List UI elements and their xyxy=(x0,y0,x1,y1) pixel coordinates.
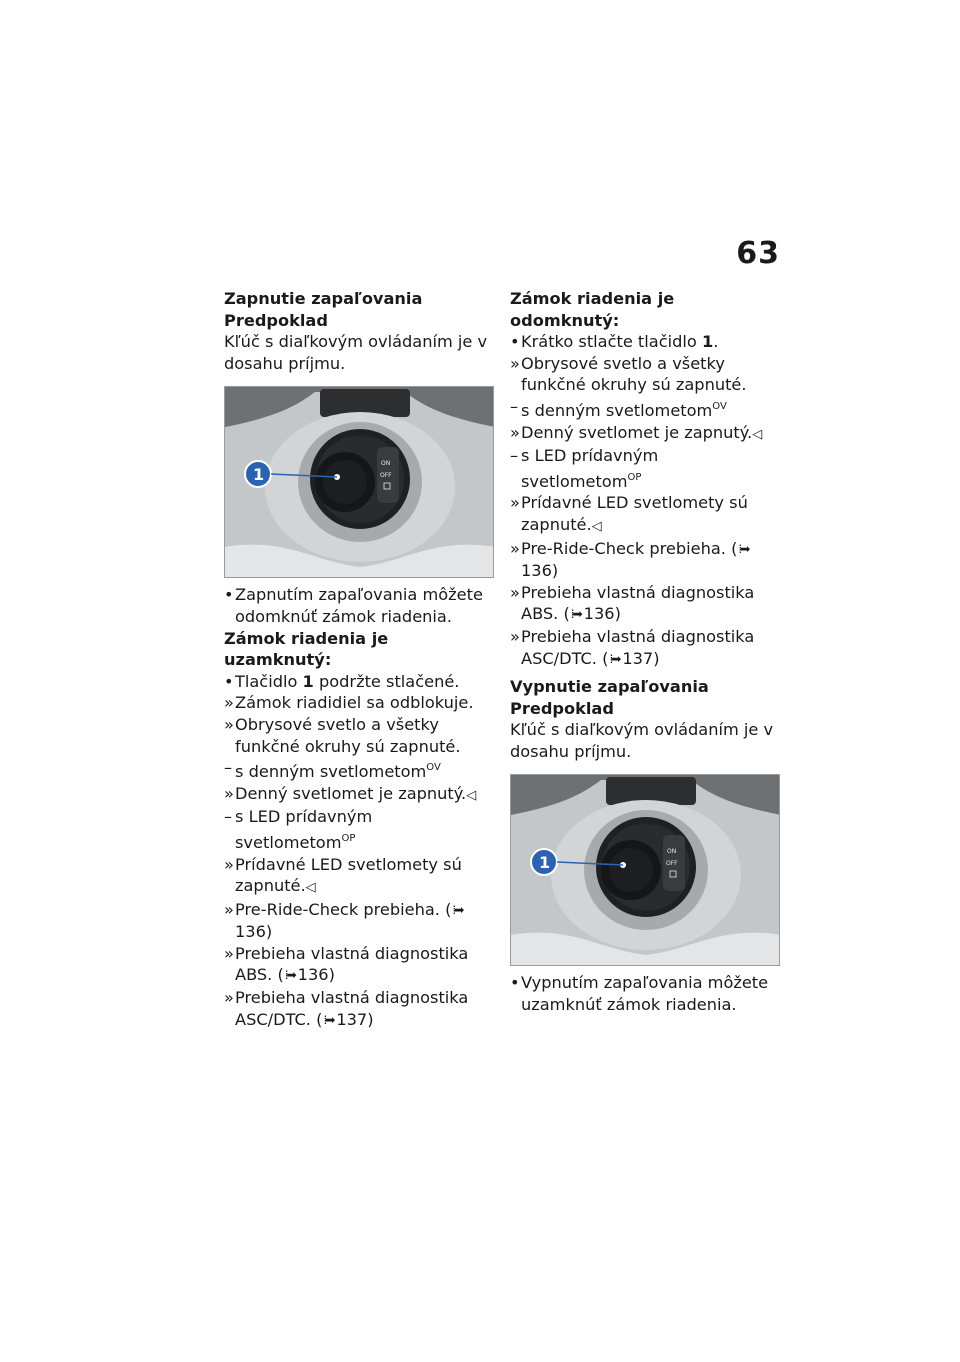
result-item: » Denný svetlomet je zapnutý.◁ xyxy=(224,783,477,803)
result-item: » Zámok riadidiel sa odblokuje. xyxy=(224,693,474,713)
section-title-ignition-off: Vypnutie zapaľovania xyxy=(510,677,709,697)
result-item: » Obrysové svetlo a všetky funkčné okruhy sú zapnuté. xyxy=(510,353,747,395)
list-item: • Tlačidlo 1 podržte stlačené. xyxy=(224,671,460,691)
page-ref-arrow-icon: ⁞➡ xyxy=(284,968,295,983)
right-column xyxy=(510,288,780,1016)
page-ref-arrow-icon: ⁞➡ xyxy=(323,1012,334,1027)
ignition-switch-illustration xyxy=(511,775,780,966)
prerequisite-text: Kľúč s diaľkovým ovládaním je v dosahu príjmu. xyxy=(510,720,774,761)
page-ref-arrow-icon: ⁞➡ xyxy=(609,651,620,666)
photo-label-off: OFF xyxy=(380,472,392,480)
page-ref-arrow-icon: ⁞➡ xyxy=(452,902,463,917)
steering-unlocked-title: Zámok riadenia je odomknutý: xyxy=(510,289,675,330)
result-item: » Prebieha vlastná diagnostika ASC/DTC. (⁞➡ 137) xyxy=(224,987,494,1031)
page-ref-arrow-icon: ⁞➡ xyxy=(738,541,749,556)
photo-label-on: ON xyxy=(381,460,391,468)
result-item: » Pre-Ride-Check prebieha. (⁞➡136) xyxy=(224,899,463,942)
result-item: » Prebieha vlastná diagnostika ABS. (⁞➡ 136) xyxy=(224,943,494,987)
left-column xyxy=(224,288,494,1031)
prerequisite-title: Predpoklad xyxy=(224,310,328,330)
list-item: • Vypnutím zapaľovania môžete uzamknúť zámok riadenia. xyxy=(510,973,769,1015)
page-ref: 137 xyxy=(622,648,654,668)
steering-locked-title: Zámok riadenia je uzamknutý: xyxy=(224,628,389,670)
result-item: » Prebieha vlastná diagnostika ASC/DTC. (⁞➡ 137) xyxy=(510,626,780,670)
page-ref-arrow-icon: ⁞➡ xyxy=(570,607,581,622)
result-item: » Prídavné LED svetlomety sú zapnuté.◁ xyxy=(224,854,462,896)
ignition-switch-illustration xyxy=(225,387,494,578)
result-item: » Prebieha vlastná diagnostika ABS. (⁞➡ 136) xyxy=(510,582,780,626)
callout-number-1: 1 xyxy=(253,465,265,485)
list-item: • Krátko stlačte tlačidlo 1. xyxy=(510,332,719,352)
list-item: • Zapnutím zapaľovania môžete odomknúť zámok riadenia. xyxy=(224,585,483,626)
result-item: » Prídavné LED svetlomety sú zapnuté.◁ xyxy=(510,493,748,534)
ignition-switch-photo xyxy=(510,774,780,966)
condition-item: – s denným svetlometom$^{OV}$ xyxy=(510,396,727,420)
page-ref: 136 xyxy=(297,965,329,985)
result-item: » Obrysové svetlo a všetky funkčné okruhy sú zapnuté. xyxy=(224,714,461,756)
photo-label-on: ON xyxy=(667,848,677,856)
section-title-ignition-on: Zapnutie zapaľovania xyxy=(224,289,423,308)
page-ref: 136 xyxy=(521,561,552,581)
condition-item: – s denným svetlometom$^{OV}$ xyxy=(224,758,441,782)
page-ref: 136 xyxy=(583,604,615,624)
photo-label-off: OFF xyxy=(666,860,678,868)
page-number: 63 xyxy=(736,236,780,271)
photo-label-power: POWER xyxy=(631,820,656,828)
page-ref: 137 xyxy=(336,1009,368,1029)
condition-item: – s LED prídavným svetlometom$^{OP}$ xyxy=(510,446,659,491)
prerequisite-text: Kľúč s diaľkovým ovládaním je v dosahu príjmu. xyxy=(224,332,488,373)
page-ref: 136 xyxy=(235,922,266,942)
photo-label-power: POWER xyxy=(345,432,370,440)
result-item: » Denný svetlomet je zapnutý.◁ xyxy=(510,422,763,442)
condition-item: – s LED prídavným svetlometom$^{OP}$ xyxy=(224,807,373,852)
ignition-switch-photo xyxy=(224,386,494,578)
prerequisite-title: Predpoklad xyxy=(510,698,614,718)
callout-number-1: 1 xyxy=(539,853,551,873)
result-item: » Pre-Ride-Check prebieha. (⁞➡136) xyxy=(510,538,749,581)
